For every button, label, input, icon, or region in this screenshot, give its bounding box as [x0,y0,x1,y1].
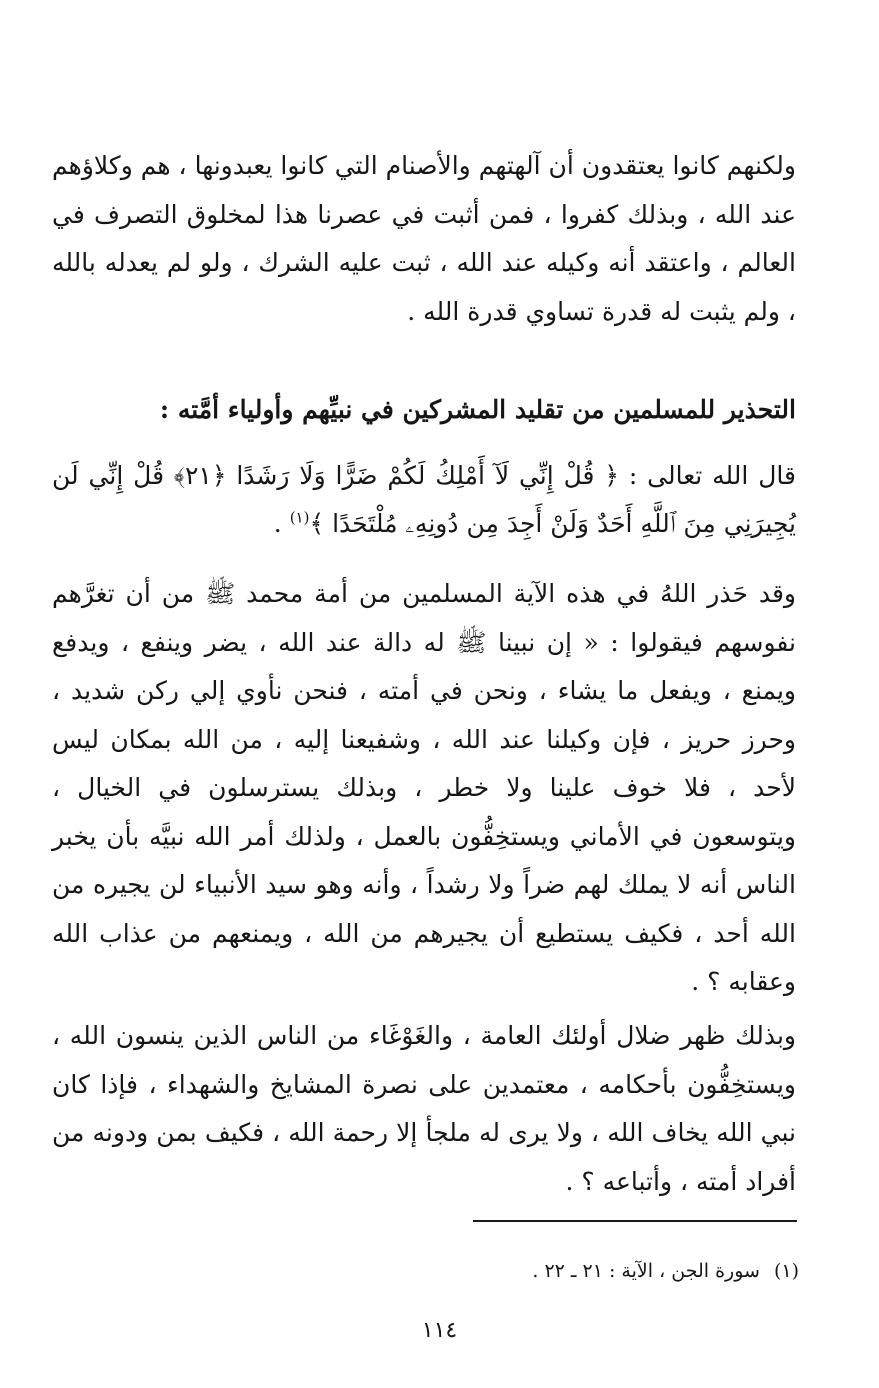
quran-quote-paragraph [52,452,796,548]
footnote-text: سورة الجن ، الآية : ٢١ ـ ٢٢ . [532,1260,760,1282]
quran-verse: قُلْ إِنِّي لَآ أَمْلِكُ لَكُمْ ضَرًّا وَلَا رَشَدًا ﴿٢١﴾ قُلْ إِنِّي لَن يُجِيرَنِي مِنَ ٱللَّهِ أَحَدٌ وَلَنْ أَجِدَ مِن دُونِهِۦ مُلْتَحَدًا [52,461,796,538]
paragraph-conclusion: وبذلك ظهر ضلال أولئك العامة ، والغَوْغَاء من الناس الذين ينسون الله ، ويستخِفُّون بأحكامه ، معتمدين على نصرة المشايخ والشهداء ، فإذا كان نبي الله يخاف الله ، ولا يرى له ملجأ إلا رحمة الله ، فكيف بمن ودونه من أفراد أمته ، وأتباعه ؟ . [52,1021,796,1196]
section-heading: التحذير للمسلمين من تقليد المشركين في نبيِّهم وأولياء أمَّته : [159,395,796,424]
quran-intro: قال الله تعالى : ﴿ [604,461,796,490]
quran-end-period: . [273,509,290,538]
footnote-divider [473,1220,797,1222]
paragraph-shirk-belief: ولكنهم كانوا يعتقدون أن آلهتهم والأصنام التي كانوا يعبدونها ، هم وكلاؤهم عند الله ، وبذلك كفروا ، فمن أثبت في عصرنا هذا لمخلوق التصرف في العالم ، واعتقد أنه وكيله عند الله ، ثبت عليه الشرك ، ولو لم يعدله بالله ، ولم يثبت له قدرة تساوي قدرة الله . [52,151,796,326]
page-number: ١١٤ [421,1318,458,1343]
paragraph-warning-explanation: وقد حَذر اللهُ في هذه الآية المسلمين من أمة محمد ﷺ من أن تغرَّهم نفوسهم فيقولوا : « إن نبينا ﷺ له دالة عند الله ، يضر وينفع ، ويدفع ويمنع ، ويفعل ما يشاء ، ونحن في أمته ، فنحن نأوي إلي ركن شديد ، وحرز حريز ، فإن وكيلنا عند الله ، وشفيعنا إليه ، من الله بمكان ليس لأحد ، فلا خوف علينا ولا خطر ، وبذلك يسترسلون في الخيال ، ويتوسعون في الأماني ويستخِفُّون بالعمل ، ولذلك أمر الله نبيَّه بأن يخبر الناس أنه لا يملك لهم ضراً ولا رشداً ، وأنه وهو سيد الأنبياء لن يجيره من الله أحد ، فكيف يستطيع أن يجيرهم من الله ، ويمنعهم من عذاب الله وعقابه ؟ . [52,579,796,996]
footnote-number: (١) [773,1260,799,1282]
quran-close-bracket: ﴾ [309,509,325,538]
footnote-reference: (١) [289,508,310,527]
footnote [532,1258,799,1284]
